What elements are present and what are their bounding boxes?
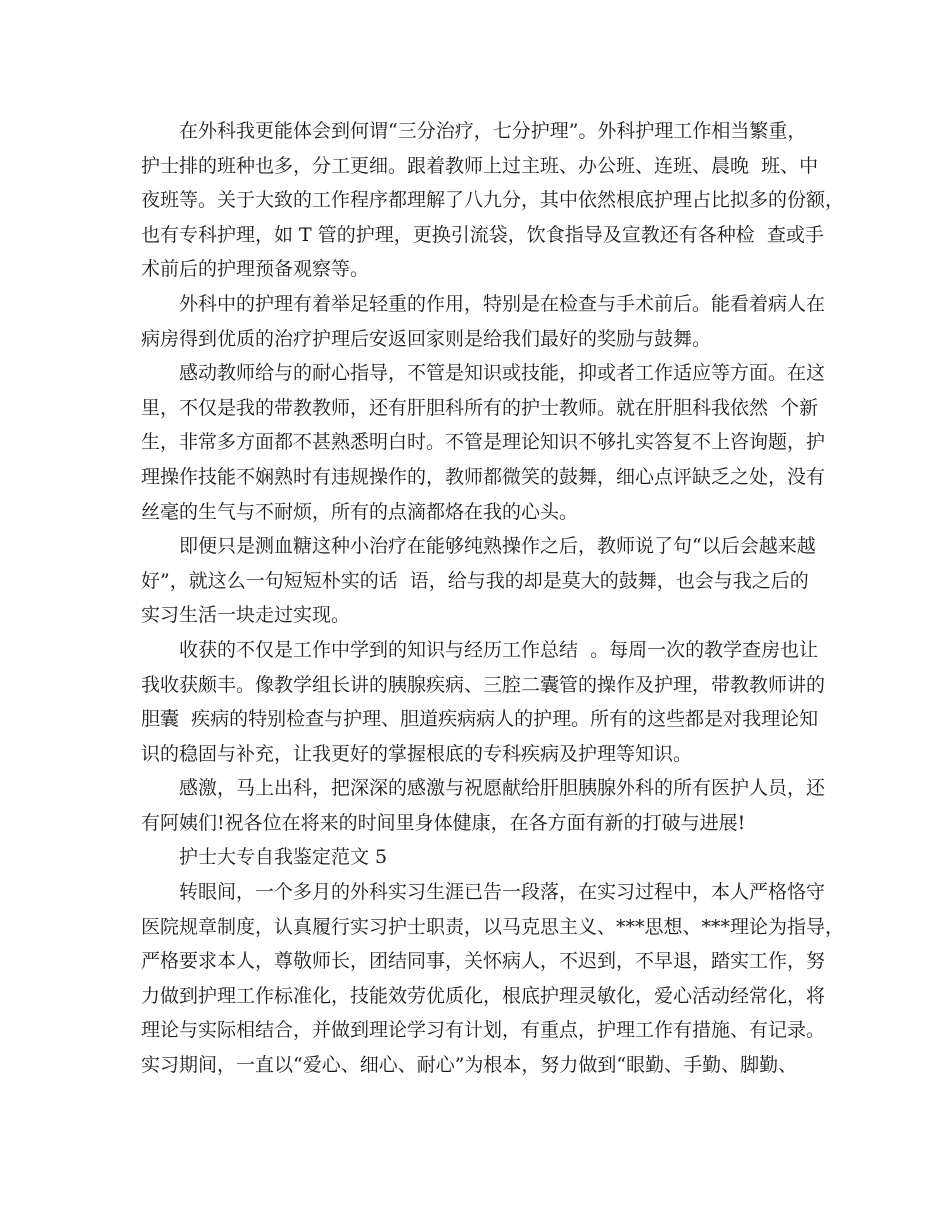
text-line: 感激，马上出科，把深深的感激与祝愿献给肝胆胰腺外科的所有医护人员，还 xyxy=(179,777,826,800)
text-line: 护士大专自我鉴定范文 5 xyxy=(179,846,388,869)
text-line: 力做到护理工作标准化，技能效劳优质化，根底护理灵敏化，爱心活动经常化，将 xyxy=(141,984,826,1007)
text-line: 理论与实际相结合，并做到理论学习有计划，有重点，护理工作有措施、有记录。 xyxy=(141,1019,826,1042)
text-line: 好”，就这么一句短短朴实的话 语，给与我的却是莫大的鼓舞，也会与我之后的 xyxy=(141,569,809,592)
text-line: 生，非常多方面都不甚熟悉明白时。不管是理论知识不够扎实答复不上咨询题，护 xyxy=(141,431,826,454)
text-line: 理操作技能不娴熟时有违规操作的，教师都微笑的鼓舞，细心点评缺乏之处，没有 xyxy=(141,465,826,488)
text-line: 识的稳固与补充，让我更好的掌握根底的专科疾病及护理等知识。 xyxy=(141,742,693,765)
text-line: 也有专科护理，如 T 管的护理，更换引流袋，饮食指导及宣教还有各种检 查或手 xyxy=(141,223,824,246)
text-line: 严格要求本人，尊敬师长，团结同事，关怀病人，不迟到，不早退，踏实工作，努 xyxy=(141,950,826,973)
text-line: 有阿姨们!祝各位在将来的时间里身体健康，在各方面有新的打破与进展! xyxy=(141,811,746,834)
text-line: 外科中的护理有着举足轻重的作用，特别是在检查与手术前后。能看着病人在 xyxy=(179,292,826,315)
text-line: 胆囊 疾病的特别检查与护理、胆道疾病病人的护理。所有的这些都是对我理论知 xyxy=(141,708,819,731)
text-line: 实习期间，一直以“爱心、细心、耐心”为根本，努力做到“眼勤、手勤、脚勤、 xyxy=(141,1054,798,1077)
text-line: 丝毫的生气与不耐烦，所有的点滴都烙在我的心头。 xyxy=(141,500,579,523)
text-line: 病房得到优质的治疗护理后安返回家则是给我们最好的奖励与鼓舞。 xyxy=(141,327,712,350)
text-line: 里，不仅是我的带教教师，还有肝胆科所有的护士教师。就在肝胆科我依然 个新 xyxy=(141,396,819,419)
text-line: 我收获颇丰。像教学组长讲的胰腺疾病、三腔二囊管的操作及护理，带教教师讲的 xyxy=(141,673,826,696)
text-line: 收获的不仅是工作中学到的知识与经历工作总结 。每周一次的教学查房也让 xyxy=(179,638,819,661)
text-line: 在外科我更能体会到何谓“三分治疗，七分护理”。外科护理工作相当繁重， xyxy=(179,120,807,142)
text-line: 术前后的护理预备观察等。 xyxy=(141,258,370,281)
document-body xyxy=(141,114,845,1083)
text-line: 感动教师给与的耐心指导，不管是知识或技能，抑或者工作适应等方面。在这 xyxy=(179,362,826,385)
text-line: 即便只是测血糖这种小治疗在能够纯熟操作之后，教师说了句“以后会越来越 xyxy=(179,535,816,558)
text-line: 医院规章制度，认真履行实习护士职责，以马克思主义、***思想、***理论为指导， xyxy=(141,915,845,938)
text-line: 转眼间，一个多月的外科实习生涯已告一段落，在实习过程中，本人严格恪守 xyxy=(179,881,826,904)
text-line: 夜班等。关于大致的工作程序都理解了八九分，其中依然根底护理占比拟多的份额， xyxy=(141,189,845,212)
text-line: 实习生活一块走过实现。 xyxy=(141,604,351,627)
text-line: 护士排的班种也多，分工更细。跟着教师上过主班、办公班、连班、晨晚 班、中 xyxy=(141,154,819,177)
